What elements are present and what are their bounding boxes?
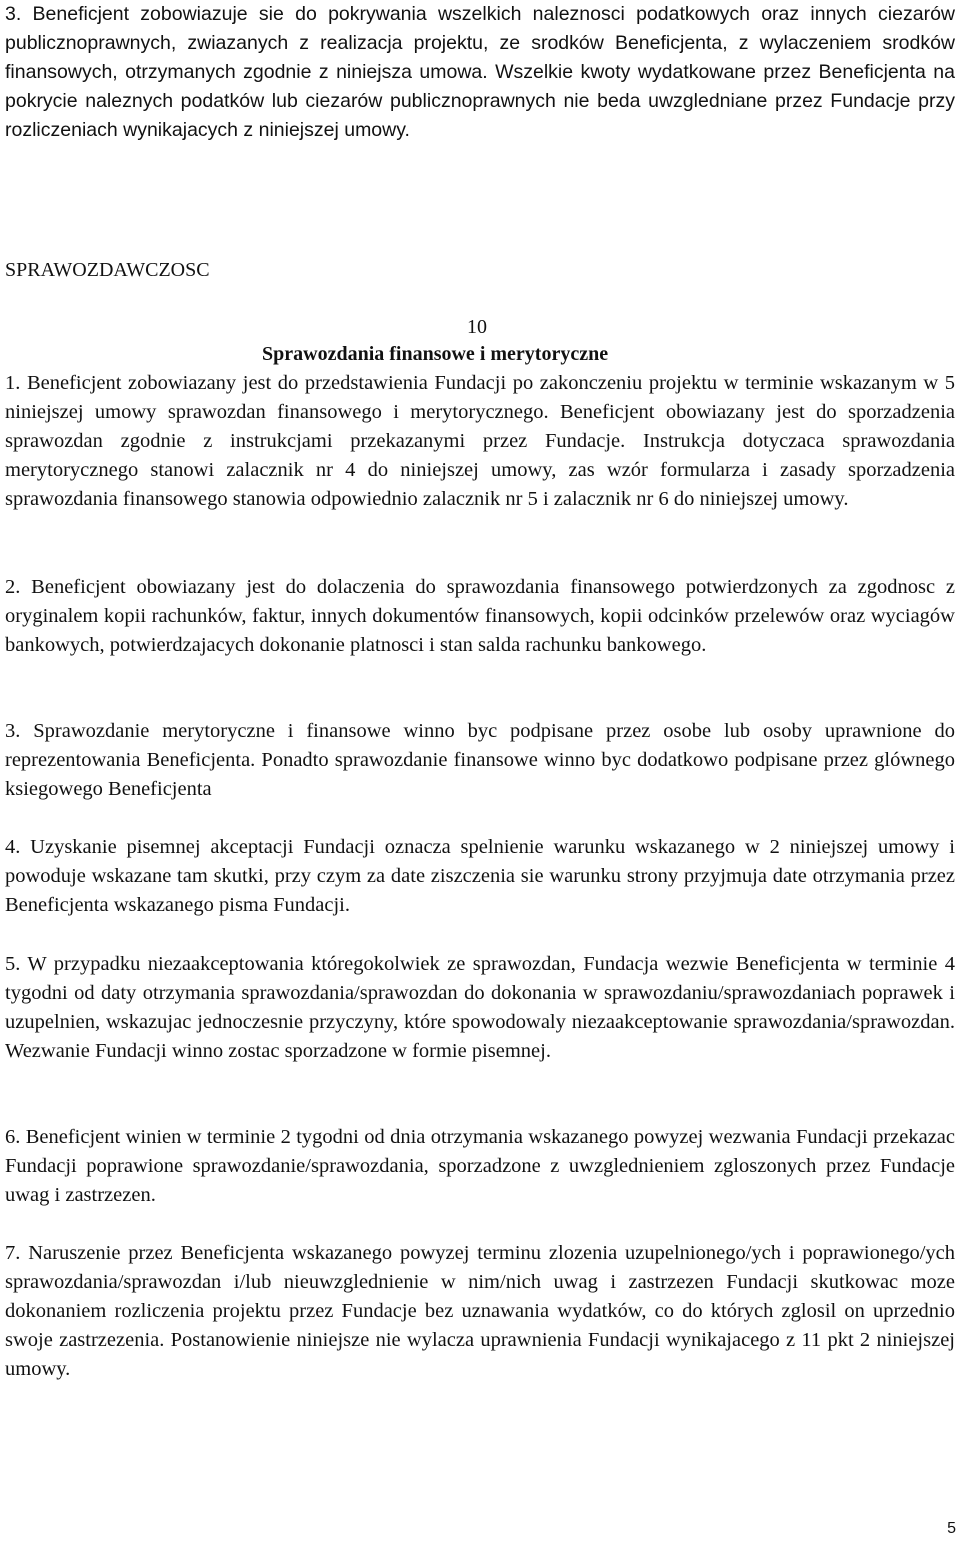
section-number: 10	[467, 316, 487, 338]
paragraph-6: 6. Beneficjent winien w terminie 2 tygodni od dnia otrzymania wskazanego powyzej wezwania Fundacji przekazac Fundacji poprawione sprawozdanie/sprawozdania, sporzadzone z uwzglednieniem zgloszonych przez Fundacje uwag i zastrzezen.	[5, 1126, 955, 1206]
paragraph-4: 4. Uzyskanie pisemnej akceptacji Fundacji oznacza spelnienie warunku wskazanego w 2 niniejszej umowy i powoduje wskazane tam skutki, przy czym za date ziszczenia sie warunku strony przyjmuja date otrzymania przez Beneficjenta wskazanego pisma Fundacji.	[5, 836, 955, 916]
paragraph-1: 1. Beneficjent zobowiazany jest do przedstawienia Fundacji po zakonczeniu projektu w terminie wskazanym w 5 niniejszej umowy sprawozdan finansowego i merytorycznego. Beneficjent obowiazany jest do sporzadzenia sprawozdan zgodnie z instrukcjami przekazanymi przez Fundacje. Instrukcja dotyczaca sprawozdania merytorycznego stanowi zalacznik nr 4 do niniejszej umowy, zas wzór formularza i zasady sporzadzenia sprawozdania finansowego stanowia odpowiednio zalacznik nr 5 i zalacznik nr 6 do niniejszej umowy.	[5, 372, 955, 510]
paragraph-2: 2. Beneficjent obowiazany jest do dolaczenia do sprawozdania finansowego potwierdzonych za zgodnosc z oryginalem kopii rachunków, faktur, innych dokumentów finansowych, kopii odcinków przelewów oraz wyciagów bankowych, potwierdzajacych dokonanie platnosci i stan salda rachunku bankowego.	[5, 576, 955, 656]
paragraph-5: 5. W przypadku niezaakceptowania któregokolwiek ze sprawozdan, Fundacja wezwie Beneficjenta w terminie 4 tygodni od daty otrzymania sprawozdania/sprawozdan do dokonania w sprawozdaniu/sprawozdaniach poprawek i uzupelnien, wskazujac jednoczesnie przyczyny, które spowodowaly niezaakceptowanie sprawozdania/sprawozdan. Wezwanie Fundacji winno zostac sporzadzone w formie pisemnej.	[5, 953, 955, 1062]
paragraph-3-tax-obligations: 3. Beneficjent zobowiazuje sie do pokrywania wszelkich naleznosci podatkowych oraz innych ciezarów publicznoprawnych, zwiazanych z realizacja projektu, ze srodków Beneficjenta, z wylaczeniem srodków finansowych, otrzymanych zgodnie z niniejsza umowa. Wszelkie kwoty wydatkowane przez Beneficjenta na pokrycie naleznych podatków lub ciezarów publicznoprawnych nie beda uwzgledniane przez Fundacje przy rozliczeniach wynikajacych z niniejszej umowy.	[5, 3, 955, 141]
paragraph-7: 7. Naruszenie przez Beneficjenta wskazanego powyzej terminu zlozenia uzupelnionego/ych i poprawionego/ych sprawozdania/sprawozdan i/lub nieuwzglednienie w nim/nich uwag i zastrzezen Fundacji skutkowac moze dokonaniem rozliczenia projektu przez Fundacje bez uznawania wydatków, co do których zglosil on uprzednio swoje zastrzezenia. Postanowienie niniejsze nie wylacza uprawnienia Fundacji wynikajacego z 11 pkt 2 niniejszej umowy.	[5, 1242, 955, 1380]
paragraph-3: 3. Sprawozdanie merytoryczne i finansowe winno byc podpisane przez osobe lub osoby uprawnione do reprezentowania Beneficjenta. Ponadto sprawozdanie finansowe winno byc dodatkowo podpisane przez glównego ksiegowego Beneficjenta	[5, 720, 955, 800]
page-number: 5	[947, 1520, 956, 1537]
chapter-heading: SPRAWOZDAWCZOSC	[5, 259, 210, 281]
section-title: Sprawozdania finansowe i merytoryczne	[262, 343, 609, 365]
